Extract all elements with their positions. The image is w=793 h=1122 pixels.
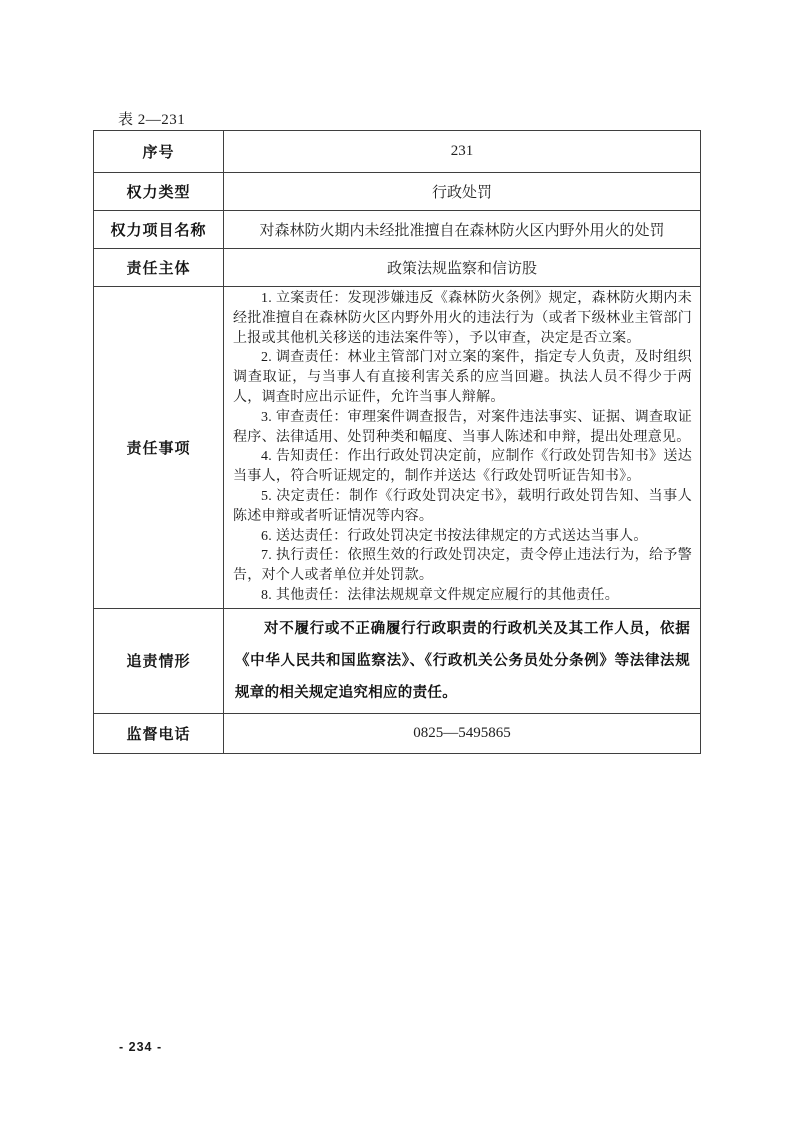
table-row-responsibility-items (94, 287, 701, 609)
table-row-accountability (94, 608, 701, 713)
row-value-responsible-body: 政策法规监察和信访股 (224, 249, 701, 287)
duty-paragraph-3: 3. 审查责任：审理案件调查报告，对案件违法事实、证据、调查取证程序、法律适用、处罚种类和幅度、当事人陈述和申辩，提出处理意见。 (233, 409, 692, 445)
row-value-power-item-name: 对森林防火期内未经批准擅自在森林防火区内野外用火的处罚 (224, 211, 701, 249)
row-value-supervision-phone: 0825—5495865 (224, 713, 701, 753)
row-label-responsible-body: 责任主体 (94, 249, 224, 287)
row-value-accountability (224, 608, 701, 713)
table-row-power-item-name (94, 211, 701, 249)
row-label-supervision-phone: 监督电话 (94, 713, 224, 753)
duty-paragraph-8: 8. 其他责任：法律法规规章文件规定应履行的其他责任。 (261, 587, 620, 603)
responsibility-table (93, 130, 701, 754)
duty-paragraph-2: 2. 调查责任：林业主管部门对立案的案件，指定专人负责，及时组织调查取证，与当事人有直接利害关系的应当回避。执法人员不得少于两人，调查时应出示证件，允许当事人辩解。 (233, 350, 692, 405)
table-row-supervision-phone (94, 713, 701, 753)
row-label-serial-number: 序号 (94, 131, 224, 173)
table-row-power-type (94, 173, 701, 211)
page-number: - 234 - (119, 1040, 163, 1054)
row-value-responsibility-items (224, 287, 701, 609)
row-value-serial-number: 231 (224, 131, 701, 173)
duty-paragraph-1: 1. 立案责任：发现涉嫌违反《森林防火条例》规定，森林防火期内未经批准擅自在森林防火区内野外用火的违法行为（或者下级林业主管部门上报或其他机关移送的违法案件等），予以审查，决定是否立案。 (233, 291, 692, 346)
duty-paragraph-6: 6. 送达责任：行政处罚决定书按法律规定的方式送达当事人。 (261, 528, 648, 544)
table-row-responsible-body (94, 249, 701, 287)
table-row-serial-number (94, 131, 701, 173)
duty-paragraph-7: 7. 执行责任：依照生效的行政处罚决定，责令停止违法行为，给予警告，对个人或者单位并处罚款。 (233, 548, 692, 584)
accountability-paragraph: 对不履行或不正确履行行政职责的行政机关及其工作人员，依据《中华人民共和国监察法》、《行政机关公务员处分条例》等法律法规规章的相关规定追究相应的责任。 (235, 620, 690, 701)
row-value-power-type: 行政处罚 (224, 173, 701, 211)
duty-paragraph-4: 4. 告知责任：作出行政处罚决定前，应制作《行政处罚告知书》送达当事人，符合听证规定的，制作并送达《行政处罚听证告知书》。 (233, 449, 692, 485)
row-label-power-type: 权力类型 (94, 173, 224, 211)
duty-paragraph-5: 5. 决定责任：制作《行政处罚决定书》，载明行政处罚告知、当事人陈述申辩或者听证情况等内容。 (233, 488, 692, 524)
row-label-responsibility-items: 责任事项 (94, 287, 224, 609)
table-caption: 表 2—231 (118, 112, 186, 128)
row-label-accountability: 追责情形 (94, 608, 224, 713)
row-label-power-item-name: 权力项目名称 (94, 211, 224, 249)
